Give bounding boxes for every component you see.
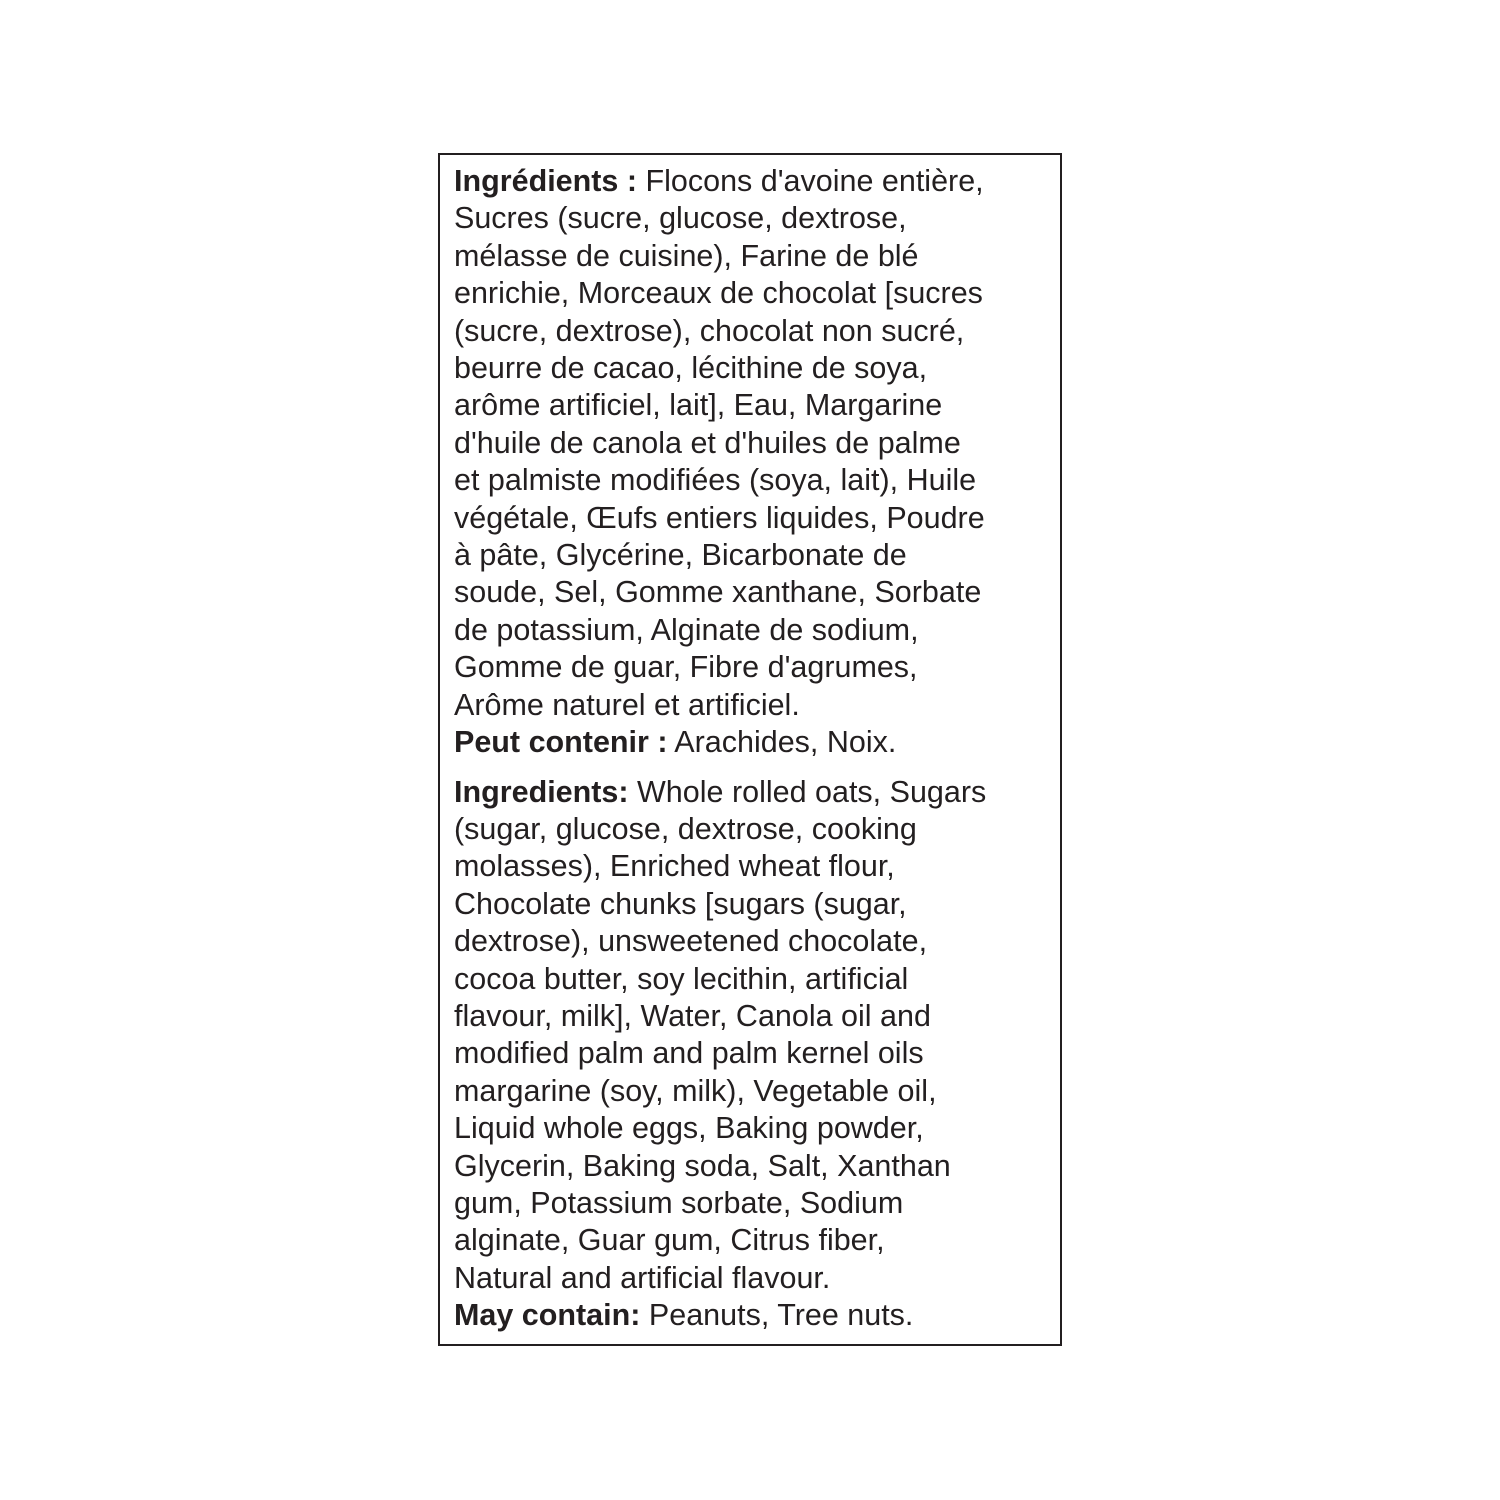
ingredient-line: Glycerin, Baking soda, Salt, Xanthan: [454, 1148, 951, 1183]
ingredient-line: et palmiste modifiées (soya, lait), Huile: [454, 463, 977, 498]
ingredient-line: de potassium, Alginate de sodium,: [454, 612, 919, 647]
ingredient-line: gum, Potassium sorbate, Sodium: [454, 1185, 904, 1220]
ingredient-line: enrichie, Morceaux de chocolat [sucres: [454, 276, 983, 311]
english-may-contain-value: Peanuts, Tree nuts.: [640, 1298, 914, 1333]
english-ingredients-section: [454, 774, 1052, 1335]
ingredient-line: beurre de cacao, lécithine de soya,: [454, 351, 928, 386]
ingredient-line: [454, 774, 1052, 811]
french-may-contain-label: Peut contenir :: [454, 725, 668, 760]
english-may-contain: [454, 1297, 1052, 1334]
english-may-contain-label: May contain:: [454, 1298, 641, 1333]
ingredient-line: Sucres (sucre, glucose, dextrose,: [454, 201, 907, 236]
ingredient-line: (sucre, dextrose), chocolat non sucré,: [454, 313, 965, 348]
ingredient-line: végétale, Œufs entiers liquides, Poudre: [454, 500, 985, 535]
french-may-contain: [454, 724, 1052, 761]
ingredient-line: molasses), Enriched wheat flour,: [454, 849, 895, 884]
ingredients-label-box: [438, 153, 1062, 1346]
ingredient-line: mélasse de cuisine), Farine de blé: [454, 238, 919, 273]
english-ingredients-heading: Ingredients:: [454, 774, 629, 809]
ingredient-line: [454, 163, 1052, 200]
ingredient-line: Chocolate chunks [sugars (sugar,: [454, 886, 907, 921]
ingredient-text: Whole rolled oats, Sugars: [628, 774, 987, 809]
ingredient-line: soude, Sel, Gomme xanthane, Sorbate: [454, 575, 982, 610]
ingredient-line: modified palm and palm kernel oils: [454, 1036, 924, 1071]
ingredient-line: Natural and artificial flavour.: [454, 1260, 831, 1295]
ingredient-line: cocoa butter, soy lecithin, artificial: [454, 961, 909, 996]
ingredient-line: arôme artificiel, lait], Eau, Margarine: [454, 388, 943, 423]
french-may-contain-value: Arachides, Noix.: [667, 725, 897, 760]
ingredient-line: flavour, milk], Water, Canola oil and: [454, 998, 931, 1033]
ingredient-text: Flocons d'avoine entière,: [637, 164, 984, 198]
french-ingredients-section: [454, 163, 1052, 762]
ingredient-line: (sugar, glucose, dextrose, cooking: [454, 811, 917, 846]
ingredient-line: à pâte, Glycérine, Bicarbonate de: [454, 538, 907, 573]
ingredient-line: alginate, Guar gum, Citrus fiber,: [454, 1223, 885, 1258]
ingredient-line: Gomme de guar, Fibre d'agrumes,: [454, 650, 918, 685]
ingredient-line: Liquid whole eggs, Baking powder,: [454, 1111, 924, 1146]
french-ingredients-heading: Ingrédients :: [454, 164, 638, 198]
ingredient-line: margarine (soy, milk), Vegetable oil,: [454, 1073, 937, 1108]
ingredient-line: d'huile de canola et d'huiles de palme: [454, 425, 961, 460]
ingredient-line: Arôme naturel et artificiel.: [454, 687, 800, 722]
ingredient-line: dextrose), unsweetened chocolate,: [454, 924, 928, 959]
